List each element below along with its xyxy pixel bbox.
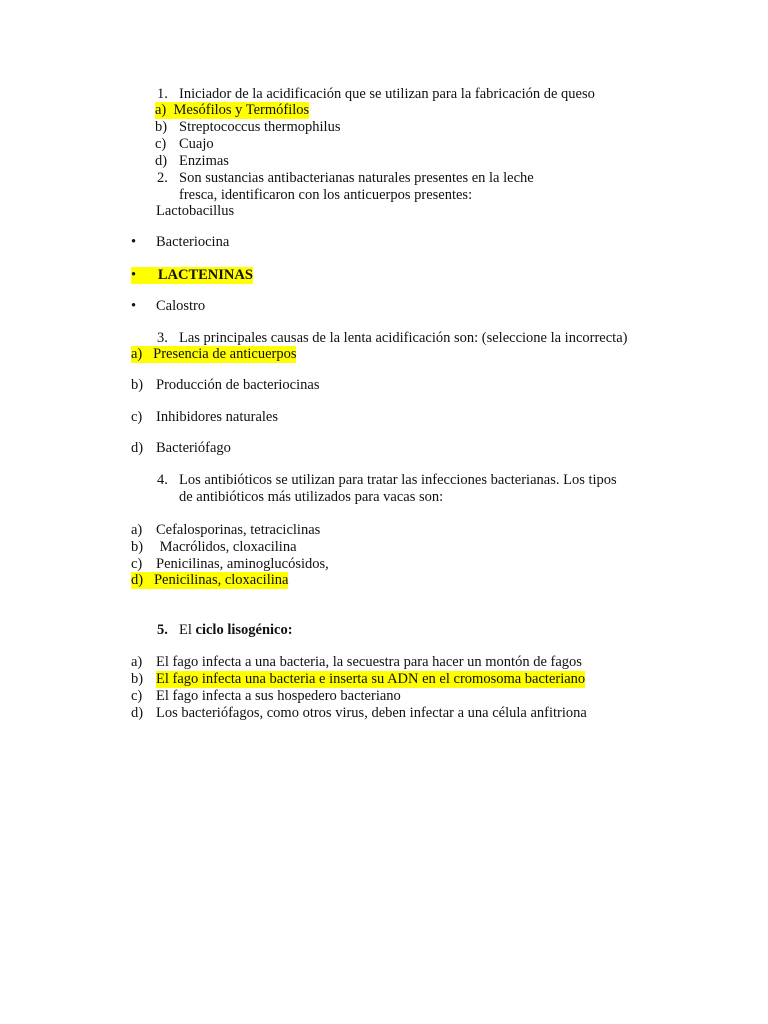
q4-option-d-marker: d) [131, 572, 144, 588]
q5-option-a-text: El fago infecta a una bacteria, la secuestra para hacer un montón de fagos [156, 654, 582, 670]
q4-question-line2: de antibióticos más utilizados para vacas son: [179, 489, 444, 505]
q1-option-a-text: Mesófilos y Termófilos [173, 102, 310, 118]
q3-option-d-text: Bacteriófago [156, 440, 231, 456]
q4-option-d-text: Penicilinas, cloxacilina [153, 572, 289, 588]
q4-number: 4. [157, 472, 168, 488]
q2-bullet-3-text: Calostro [156, 298, 206, 314]
q1-option-b-marker: b) [155, 119, 168, 135]
q5-option-c-text: El fago infecta a sus hospedero bacteriano [156, 688, 401, 704]
q2-plain-option: Lactobacillus [156, 203, 235, 219]
q4-question-line1: Los antibióticos se utilizan para tratar las infecciones bacterianas. Los tipos [179, 472, 617, 488]
q4-option-a-marker: a) [131, 522, 143, 538]
q4-option-b-text: Macrólidos, cloxacilina [156, 539, 297, 555]
q1-option-d-text: Enzimas [179, 153, 229, 169]
q1-option-a [155, 102, 309, 119]
q3-option-a-marker: a) [131, 346, 143, 362]
q3-option-c-text: Inhibidores naturales [156, 409, 279, 425]
q1-option-a-marker: a) [155, 102, 167, 118]
q3-number: 3. [157, 330, 168, 346]
q2-bullet-1-text: Bacteriocina [156, 234, 230, 250]
q4-option-a-text: Cefalosporinas, tetraciclinas [156, 522, 321, 538]
q4-option-d [131, 572, 288, 589]
q3-option-c-marker: c) [131, 409, 143, 425]
q3-option-d-marker: d) [131, 440, 144, 456]
q5-question-prefix: El [179, 622, 196, 638]
q3-option-b-text: Producción de bacteriocinas [156, 377, 320, 393]
q2-bullet-2-text: LACTENINAS [157, 267, 253, 283]
q1-option-b-text: Streptococcus thermophilus [179, 119, 341, 135]
q3-option-a-text: Presencia de anticuerpos [153, 346, 297, 362]
q2-question-line2: fresca, identificaron con los anticuerpos presentes: [179, 187, 473, 203]
q2-question-line1: Son sustancias antibacterianas naturales presentes en la leche [179, 170, 534, 186]
q1-option-c-marker: c) [155, 136, 167, 152]
q4-option-b-marker: b) [131, 539, 144, 555]
q1-option-c-text: Cuajo [179, 136, 214, 152]
q5-option-b-marker: b) [131, 671, 144, 687]
q5-option-b-text: El fago infecta una bacteria e inserta su ADN en el cromosoma bacteriano [156, 671, 586, 687]
q5-question-bold: ciclo lisogénico: [195, 622, 293, 638]
q2-bullet-2 [131, 267, 253, 284]
q5-option-d-text: Los bacteriófagos, como otros virus, deben infectar a una célula anfitriona [156, 705, 587, 721]
q5-number: 5. [157, 622, 168, 638]
q5-option-d-marker: d) [131, 705, 144, 721]
q2-bullet-1-marker: • [131, 234, 137, 250]
q5-option-a-marker: a) [131, 654, 143, 670]
q3-option-b-marker: b) [131, 377, 144, 393]
q2-bullet-3-marker: • [131, 298, 137, 314]
q1-number: 1. [157, 86, 168, 102]
q4-option-c-marker: c) [131, 556, 143, 572]
q3-question: Las principales causas de la lenta acidificación son: (seleccione la incorrecta) [179, 330, 628, 346]
q2-number: 2. [157, 170, 168, 186]
q4-option-c-text: Penicilinas, aminoglucósidos, [156, 556, 329, 572]
q1-question: Iniciador de la acidificación que se utilizan para la fabricación de queso [179, 86, 595, 102]
q5-question [179, 622, 293, 639]
q3-option-a [131, 346, 296, 363]
q1-option-d-marker: d) [155, 153, 168, 169]
q5-option-c-marker: c) [131, 688, 143, 704]
q2-bullet-2-marker: • [131, 267, 137, 283]
